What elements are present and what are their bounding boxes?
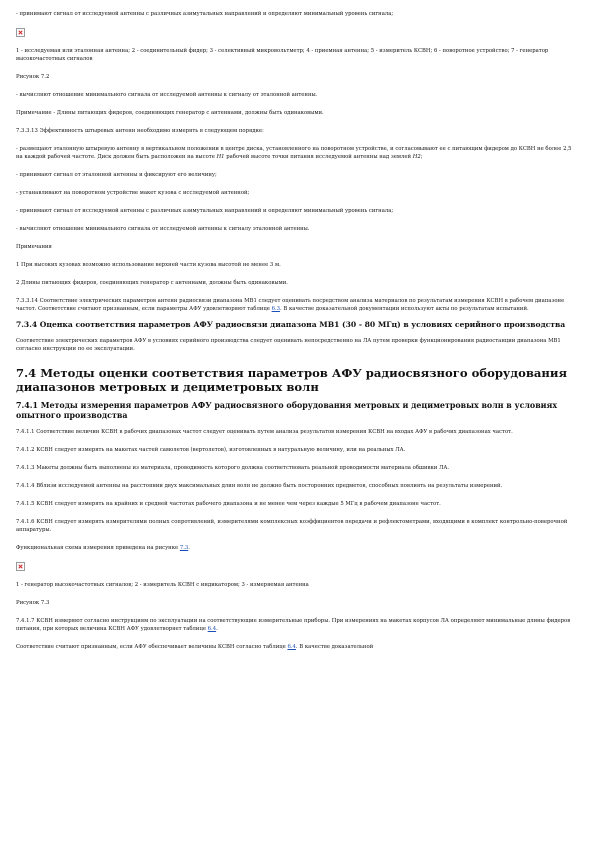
note: Примечание - Длины питающих фидеров, соединяющих генератор с антеннами, должны быть одинаковыми.: [16, 110, 324, 116]
paragraph: [16, 544, 579, 552]
paragraph: 7.4.1.5 КСВН следует измерять на крайних и средней частотах рабочего диапазона и не менее чем через каждые 5 МГц в рабочем диапазоне частот.: [16, 501, 441, 507]
note: 2 Длины питающих фидеров, соединяющих генератор с антеннами, должны быть одинаковыми.: [16, 280, 288, 286]
paragraph: - вычисляют отношение минимального сигнала от исследуемой антенны к сигналу от эталонной антенны.: [16, 92, 318, 98]
text-span: .: [216, 626, 218, 632]
paragraph: 7.3.3.13 Эффективность штыревых антенн необходимо измерять в следующем порядке:: [16, 128, 264, 134]
paragraph: 7.4.1.4 Вблизи исследуемой антенны на расстоянии двух максимальных длин волн не должно быть посторонних предметов, способных повлиять на результаты измерений.: [16, 483, 503, 489]
text-span: рабочей высоте точки питания исследуемой антенны над землей: [224, 154, 413, 160]
paragraph: [16, 617, 579, 633]
text-span: 7.4.1.7 КСВН измеряют согласно инструкциям по эксплуатации на соответствующие измерительные приборы. При измерениях на макетах корпусов ЛА определяют минимальные длины фидеров питания, при которых величина КСВН АФУ удовлетворяет таблице: [16, 618, 571, 632]
text-span: - размещают эталонную штыревую антенну в вертикальном положении в центре диска, установленного на поворотном устройстве, и согласовывают ее с питающим фидером до КСВН не более 2,5 на каждой рабочей частоте. Диск должен быть расположен на высоте: [16, 146, 572, 160]
paragraph: - принимают сигнал от исследуемой антенны с различных азимутальных направлений и определяют минимальный уровень сигнала;: [16, 208, 394, 214]
paragraph: - вычисляют отношение минимального сигнала от исследуемой антенны к сигналу эталонной антенны.: [16, 226, 310, 232]
link-table-6-4[interactable]: 6.4: [287, 644, 296, 650]
text-span: Соответствие считают признанным, если АФУ обеспечивает величины КСВН согласно таблице: [16, 644, 288, 650]
link-figure-7-3[interactable]: 7.3: [179, 545, 189, 551]
broken-image-icon: [16, 28, 25, 37]
paragraph: 7.4.1.3 Макеты должны быть выполнены из материала, проводимость которого должна соответствовать реальной проводимости материала обшивки ЛА.: [16, 465, 450, 471]
figure-caption: 1 - исследуемая или эталонная антенна; 2 - соединительный фидер; 3 - селективный микровольтметр; 4 - приемная антенна; 5 - измеритель КСВН; 6 - поворотное устройство; 7 - генератор высокочастотных сигналов: [16, 48, 549, 62]
paragraph: [16, 145, 579, 161]
text-span: ;: [420, 154, 423, 160]
section-heading: 7.3.4 Оценка соответствия параметров АФУ радиосвязи диапазона МВ1 (30 - 80 МГц) в условиях серийного производства: [16, 320, 566, 329]
text-span: 7.3.3.14 Соответствие электрических параметров антенн радиосвязи диапазона МВ1 следует оценивать посредством анализа материалов по результатам измерения КСВН в рабочем диапазоне частот. Соответствие считают признанным, если параметры АФУ удовлетворяют таблице: [16, 298, 565, 312]
text-span: .: [188, 545, 190, 551]
link-table-6-3[interactable]: 6.3: [271, 306, 281, 312]
paragraph: 7.4.1.2 КСВН следует измерять на макетах частей самолетов (вертолетов), изготовленных в натуральную величину, или на реальных ЛА.: [16, 447, 406, 453]
paragraph: Соответствие электрических параметров АФУ в условиях серийного производства следует оценивать непосредственно на ЛА путем проверки функционирования радиостанции диапазона МВ1 согласно инструкции по ее эксплуатации.: [16, 338, 561, 352]
paragraph: [16, 297, 579, 313]
section-heading: 7.4 Методы оценки соответствия параметров АФУ радиосвязного оборудования диапазонов метровых и дециметровых волн: [16, 366, 568, 394]
text-span: . В качестве доказательной документации используют акты по результатам испытаний.: [280, 306, 529, 312]
notes-title: Примечания: [16, 244, 52, 250]
paragraph: - устанавливают на поворотном устройстве макет кузова с исследуемой антенной;: [16, 190, 250, 196]
paragraph: - принимают сигнал от исследуемой антенны с различных азимутальных направлений и определяют минимальный уровень сигнала;: [16, 11, 394, 17]
note: 1 При высоких кузовах возможно использование верхней части кузова высотой не менее 3 м.: [16, 262, 281, 268]
formula-h2: H2: [412, 154, 421, 160]
paragraph: 7.4.1.1 Соответствие величин КСВН в рабочих диапазонах частот следует оценивать путем анализа результатов измерения КСВН на входах АФУ в рабочих диапазонах частот.: [16, 429, 513, 435]
figure-label: Рисунок 7.2: [16, 74, 50, 80]
paragraph: - принимают сигнал от эталонной антенны и фиксируют его величину;: [16, 172, 217, 178]
text-span: Функциональная схема измерения приведена на рисунке: [16, 545, 180, 551]
paragraph: [16, 643, 579, 651]
figure-caption: 1 - генератор высокочастотных сигналов; 2 - измеритель КСВН с индикатором; 3 - измеряемая антенна: [16, 582, 309, 588]
text-span: . В качестве доказательной: [295, 644, 374, 650]
link-table-6-4[interactable]: 6.4: [207, 626, 217, 632]
formula-h1: H1: [216, 154, 225, 160]
subsection-heading: 7.4.1 Методы измерения параметров АФУ радиосвязного оборудования метровых и дециметровых волн в условиях опытного производства: [16, 401, 558, 420]
paragraph: 7.4.1.6 КСВН следует измерять измерителями полных сопротивлений, измерителями комплексных коэффициентов передачи и рефлектометрами, входящими в комплект контрольно-поверочной аппаратуры.: [16, 519, 568, 533]
figure-label: Рисунок 7.3: [16, 600, 50, 606]
broken-image-icon: [16, 562, 25, 571]
